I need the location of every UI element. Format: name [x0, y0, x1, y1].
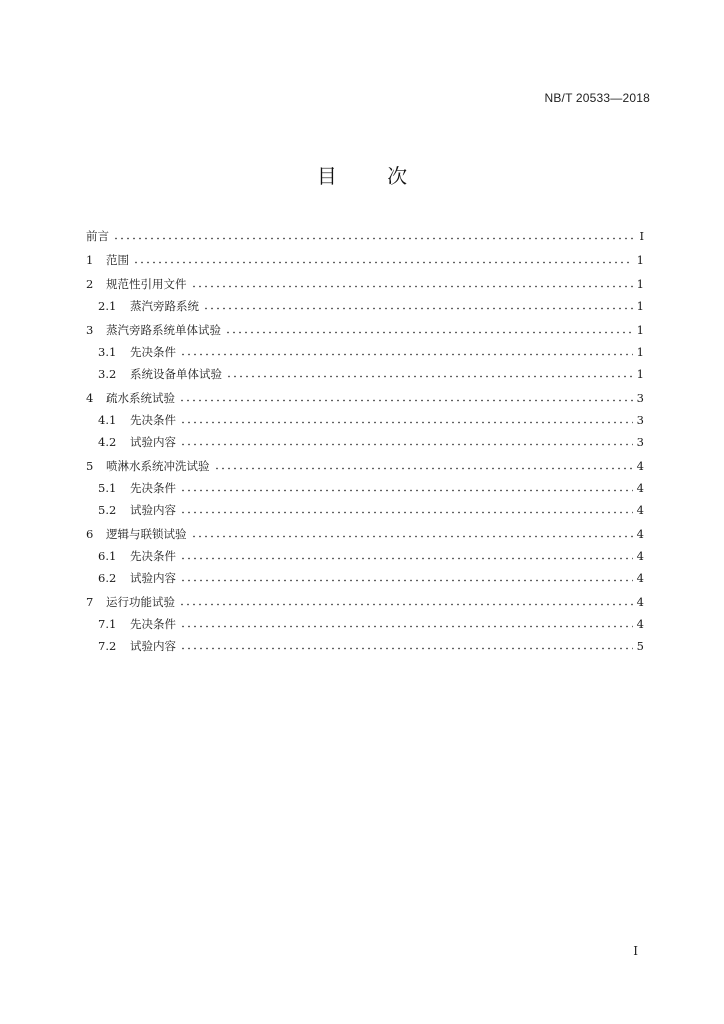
toc-entry-page: 4 [636, 459, 644, 473]
page-number: I [633, 944, 638, 958]
dot-leader [180, 579, 633, 582]
toc-subentry[interactable] [86, 496, 644, 518]
toc-entry-label: 逻辑与联锁试验 [106, 527, 187, 541]
toc-entry-number: 5.1 [98, 481, 117, 495]
toc-entry-number: 7.2 [98, 639, 117, 653]
dot-leader [113, 237, 634, 240]
toc-entry[interactable] [86, 520, 644, 542]
toc-entry-label: 范围 [106, 253, 129, 267]
dot-leader [180, 557, 633, 560]
toc-entry-number: 7 [86, 595, 94, 609]
toc-entry-number: 4.2 [98, 435, 117, 449]
dot-leader [180, 625, 633, 628]
toc-entry-number: 3.2 [98, 367, 117, 381]
dot-leader [180, 647, 633, 650]
toc-entry[interactable] [86, 588, 644, 610]
toc-entry-page: 1 [636, 345, 644, 359]
standard-code: NB/T 20533—2018 [544, 91, 650, 105]
toc-entry-page: 5 [636, 639, 644, 653]
dot-leader [225, 331, 633, 334]
dot-leader [191, 285, 633, 288]
toc-entry-label: 运行功能试验 [106, 595, 175, 609]
toc-entry-number: 2 [86, 277, 94, 291]
toc-entry-number: 6.1 [98, 549, 117, 563]
toc-entry-number: 2.1 [98, 299, 117, 313]
toc-subentry[interactable] [86, 610, 644, 632]
toc-entry-label: 先决条件 [130, 345, 176, 359]
toc-entry-page: 4 [636, 595, 644, 609]
toc-entry-page: 4 [636, 549, 644, 563]
dot-leader [180, 511, 633, 514]
toc-entry[interactable] [86, 452, 644, 474]
toc-entry[interactable] [86, 384, 644, 406]
toc-entry-label: 前言 [86, 229, 109, 243]
toc-entry-label: 先决条件 [130, 549, 176, 563]
dot-leader [180, 489, 633, 492]
toc-subentry[interactable] [86, 338, 644, 360]
toc-entry-page: 3 [636, 413, 644, 427]
toc-entry[interactable] [86, 246, 644, 268]
toc-entry-label: 试验内容 [130, 571, 176, 585]
toc-subentry[interactable] [86, 360, 644, 382]
toc-entry-number: 3.1 [98, 345, 117, 359]
toc-entry-number: 5 [86, 459, 94, 473]
toc-entry-page: 4 [636, 617, 644, 631]
dot-leader [180, 421, 633, 424]
toc-entry-label: 疏水系统试验 [106, 391, 175, 405]
dot-leader [180, 353, 633, 356]
toc-entry-label: 先决条件 [130, 617, 176, 631]
toc-entry-label: 先决条件 [130, 481, 176, 495]
toc-entry-label: 试验内容 [130, 435, 176, 449]
dot-leader [133, 261, 633, 264]
toc-subentry[interactable] [86, 564, 644, 586]
toc-entry-number: 6 [86, 527, 94, 541]
dot-leader [180, 443, 633, 446]
dot-leader [179, 399, 633, 402]
dot-leader [214, 467, 633, 470]
toc-entry[interactable] [86, 222, 644, 244]
toc-entry-label: 试验内容 [130, 639, 176, 653]
toc-entry-label: 蒸汽旁路系统单体试验 [106, 323, 221, 337]
toc-entry-number: 5.2 [98, 503, 117, 517]
table-of-contents [86, 222, 644, 654]
toc-entry-page: 4 [636, 527, 644, 541]
toc-entry-page: 1 [636, 253, 644, 267]
toc-entry-number: 6.2 [98, 571, 117, 585]
toc-entry-number: 4.1 [98, 413, 117, 427]
toc-subentry[interactable] [86, 474, 644, 496]
toc-entry-page: 3 [636, 391, 644, 405]
toc-entry-page: I [639, 229, 644, 243]
dot-leader [179, 603, 633, 606]
dot-leader [226, 375, 633, 378]
toc-entry[interactable] [86, 316, 644, 338]
toc-entry[interactable] [86, 270, 644, 292]
toc-entry-label: 规范性引用文件 [106, 277, 187, 291]
page-title: 目 次 [316, 164, 430, 188]
dot-leader [203, 307, 633, 310]
toc-entry-page: 1 [636, 323, 644, 337]
toc-entry-page: 3 [636, 435, 644, 449]
toc-subentry[interactable] [86, 542, 644, 564]
toc-entry-label: 先决条件 [130, 413, 176, 427]
toc-subentry[interactable] [86, 292, 644, 314]
toc-entry-number: 7.1 [98, 617, 117, 631]
toc-entry-page: 4 [636, 503, 644, 517]
toc-entry-label: 喷淋水系统冲洗试验 [106, 459, 210, 473]
toc-entry-number: 3 [86, 323, 94, 337]
toc-entry-page: 4 [636, 481, 644, 495]
toc-entry-label: 系统设备单体试验 [130, 367, 222, 381]
toc-entry-page: 1 [636, 299, 644, 313]
toc-subentry[interactable] [86, 632, 644, 654]
toc-entry-number: 4 [86, 391, 94, 405]
toc-entry-page: 4 [636, 571, 644, 585]
toc-subentry[interactable] [86, 406, 644, 428]
toc-entry-label: 试验内容 [130, 503, 176, 517]
toc-subentry[interactable] [86, 428, 644, 450]
dot-leader [191, 535, 633, 538]
toc-entry-page: 1 [636, 277, 644, 291]
toc-entry-label: 蒸汽旁路系统 [130, 299, 199, 313]
toc-entry-number: 1 [86, 253, 94, 267]
toc-entry-page: 1 [636, 367, 644, 381]
